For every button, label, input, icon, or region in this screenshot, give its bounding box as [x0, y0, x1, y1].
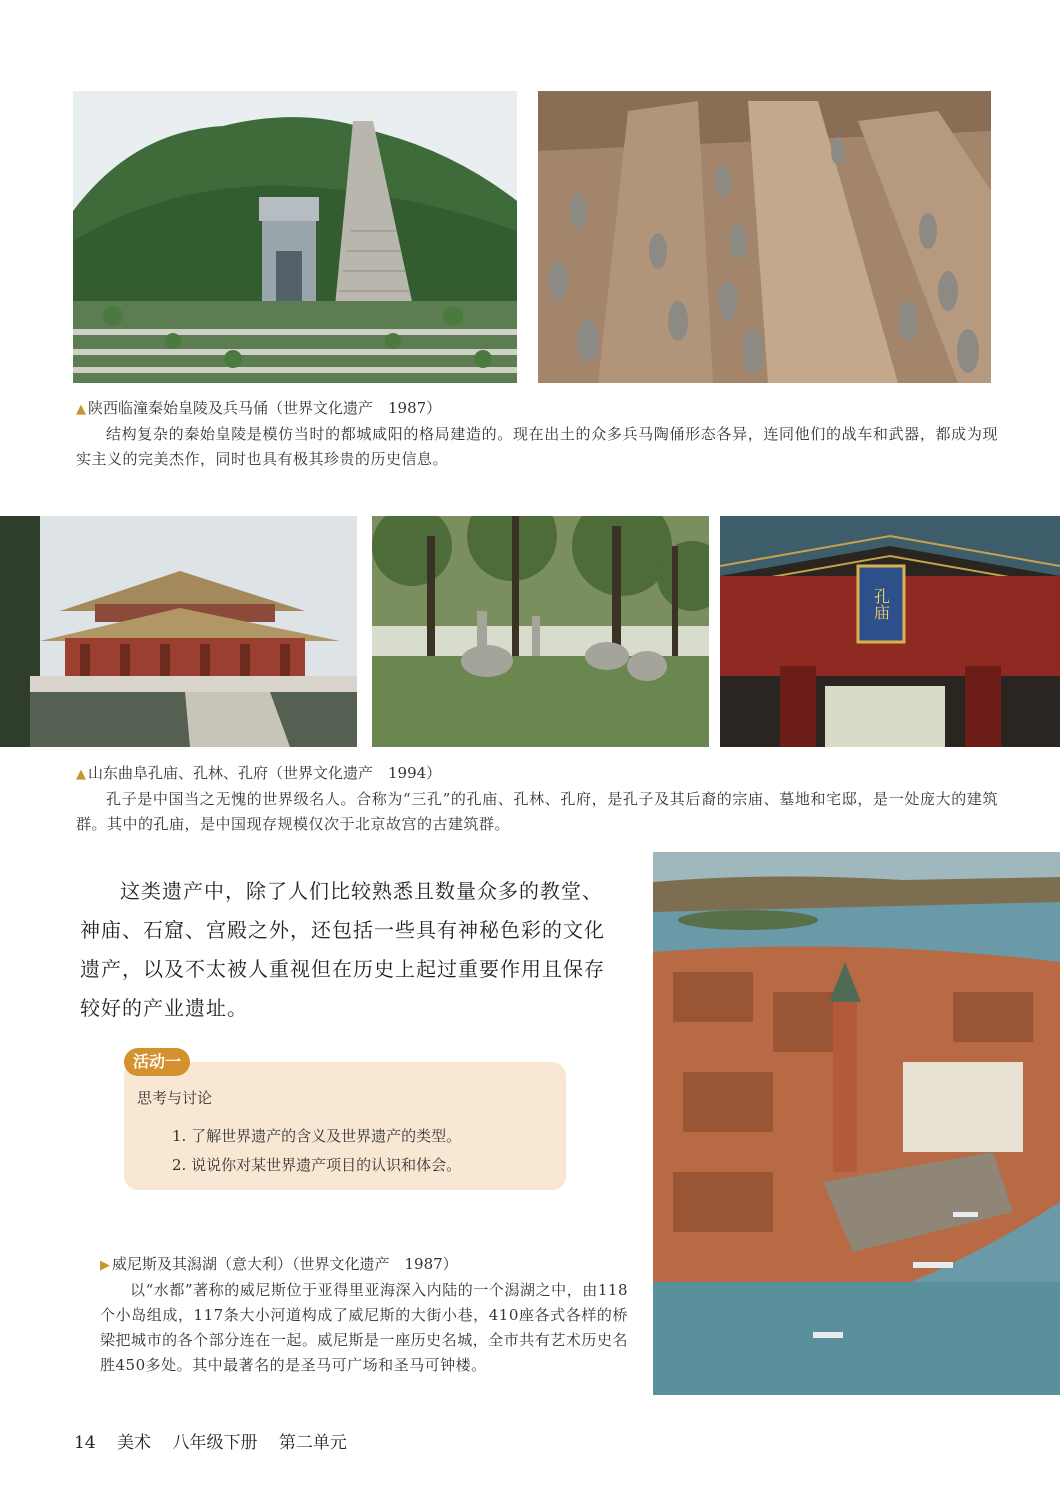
triangle-icon: ▲: [76, 402, 86, 417]
venice-photo: [653, 852, 1060, 1395]
caption-qufu: [76, 761, 998, 837]
confucius-temple-photo: [0, 516, 357, 747]
caption-qin-body: 结构复杂的秦始皇陵是模仿当时的都城咸阳的格局建造的。现在出土的众多兵马陶俑形态各异，连同他们的战车和武器，都成为现实主义的完美杰作，同时也具有极其珍贵的历史信息。: [76, 425, 998, 468]
plaque-text: 孔庙: [871, 588, 891, 620]
caption-venice: [100, 1252, 628, 1378]
confucius-forest-photo: [372, 516, 709, 747]
page-number: 14: [74, 1433, 96, 1453]
caption-venice-title: ▶ 威尼斯及其潟湖（意大利）（世界文化遗产 1987）: [100, 1255, 458, 1273]
footer-grade: 八年级下册: [172, 1433, 258, 1453]
caption-venice-body: 以“水都”著称的威尼斯位于亚得里亚海深入内陆的一个潟湖之中，由118个小岛组成，117条大小河道构成了威尼斯的大街小巷，410座各式各样的桥梁把城市的各个部分连在一起。威尼斯是一座历史名城，全市共有艺术历史名胜450多处。其中最著名的是圣马可广场和圣马可钟楼。: [100, 1281, 628, 1374]
caption-qufu-title: ▲ 山东曲阜孔庙、孔林、孔府（世界文化遗产 1994）: [76, 764, 442, 782]
activity-item: 2. 说说你对某世界遗产项目的认识和体会。: [172, 1156, 462, 1174]
main-paragraph: 这类遗产中，除了人们比较熟悉且数量众多的教堂、神庙、石窟、宫殿之外，还包括一些具有神秘色彩的文化遗产，以及不太被人重视但在历史上起过重要作用且保存较好的产业遗址。: [80, 879, 605, 1020]
confucius-mansion-photo: [720, 516, 1060, 747]
footer-unit: 第二单元: [278, 1433, 347, 1453]
activity-item: 1. 了解世界遗产的含义及世界遗产的类型。: [172, 1127, 462, 1145]
footer-subject: 美术: [117, 1433, 152, 1453]
activity-tag: 活动一: [124, 1048, 190, 1076]
terracotta-army-photo: [538, 91, 991, 383]
triangle-right-icon: ▶: [100, 1258, 110, 1273]
activity-subtitle: 思考与讨论: [137, 1089, 213, 1107]
page-footer: [74, 1428, 363, 1453]
qin-mausoleum-photo: [73, 91, 517, 383]
caption-qufu-body: 孔子是中国当之无愧的世界级名人。合称为“三孔”的孔庙、孔林、孔府，是孔子及其后裔的宗庙、墓地和宅邸，是一处庞大的建筑群。其中的孔庙，是中国现存规模仅次于北京故宫的古建筑群。: [76, 790, 998, 833]
caption-qin-title: ▲ 陕西临潼秦始皇陵及兵马俑（世界文化遗产 1987）: [76, 399, 442, 417]
caption-qin: [76, 396, 998, 472]
triangle-icon: ▲: [76, 767, 86, 782]
